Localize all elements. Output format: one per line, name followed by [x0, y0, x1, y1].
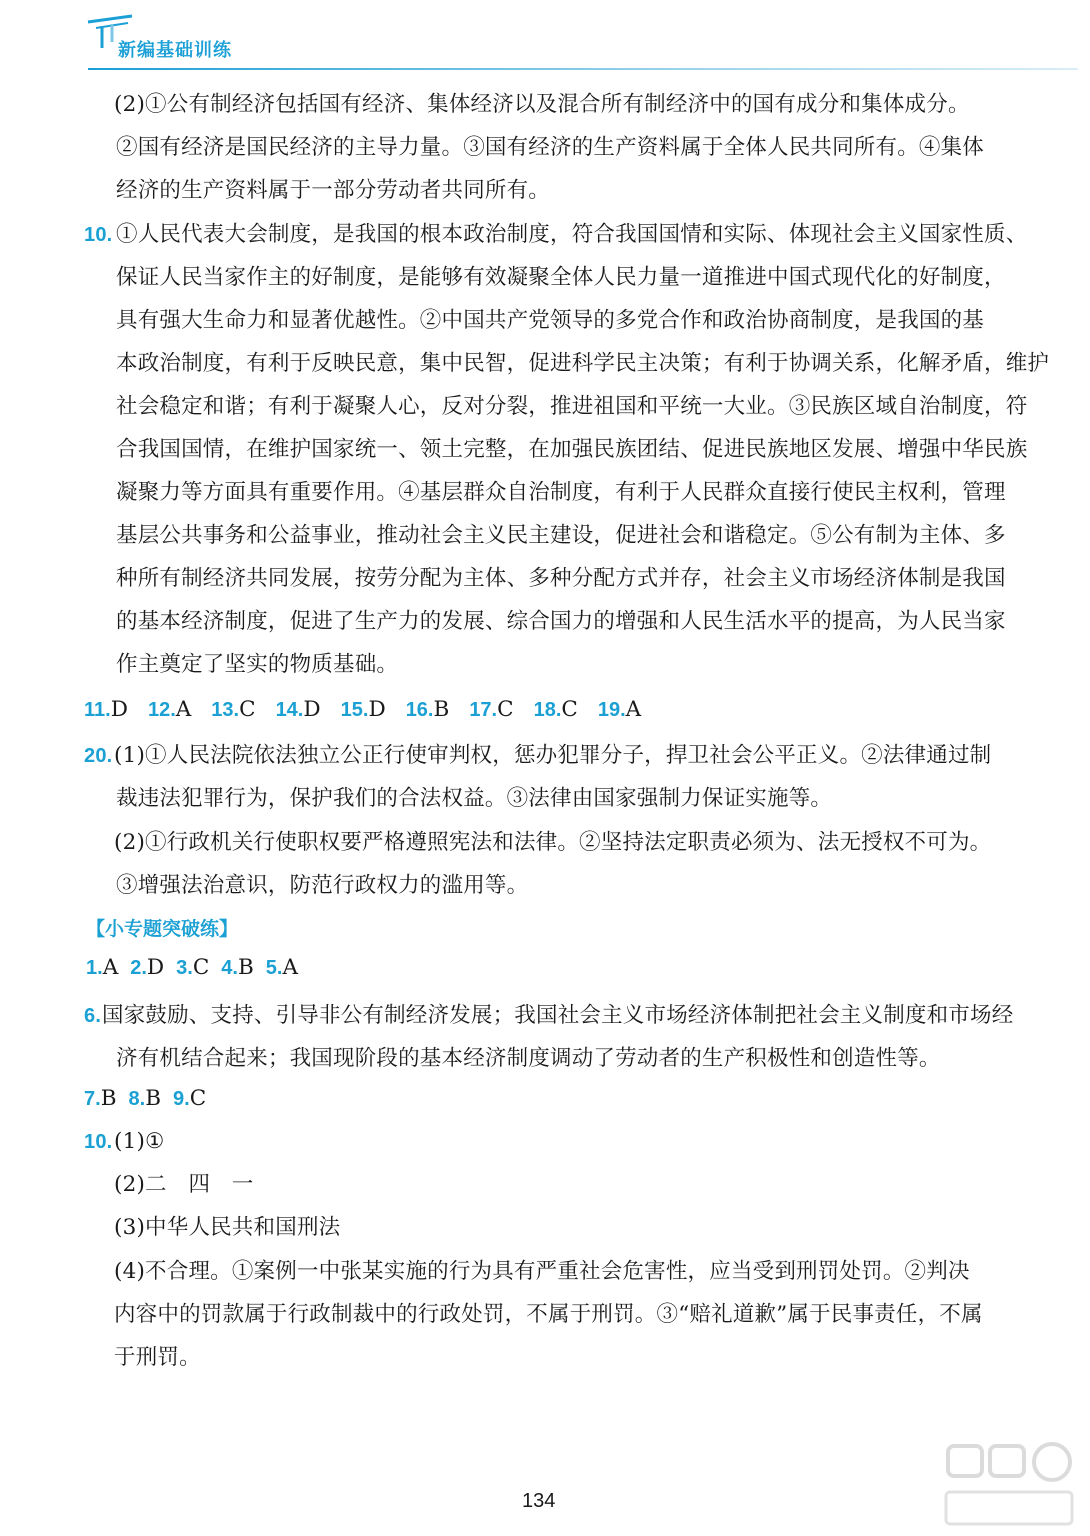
q10-line: 作主奠定了坚实的物质基础。 — [116, 652, 399, 677]
q10-line: 具有强大生命力和显著优越性。②中国共产党领导的多党合作和政治协商制度，是我国的基 — [116, 308, 985, 333]
q10b-line: (3)中华人民共和国刑法 — [114, 1215, 341, 1240]
q10-line: 凝聚力等方面具有重要作用。④基层群众自治制度，有利于人民群众直接行使民主权利，管理 — [116, 480, 1006, 505]
mc-answer: 3.C — [176, 955, 210, 980]
mc-answer: 18.C — [533, 697, 578, 722]
q10-line: 的基本经济制度，促进了生产力的发展、综合国力的增强和人民生活水平的提高，为人民当家 — [116, 609, 1006, 634]
mc-answer: 12.A — [147, 697, 192, 722]
mc-answer: 7.B — [84, 1086, 117, 1111]
q10-line: 本政治制度，有利于反映民意，集中民智，促进科学民主决策；有利于协调关系，化解矛盾，维护 — [116, 351, 1050, 376]
section-title: 【小专题突破练】 — [86, 918, 239, 940]
mc-answer: 1.A — [86, 955, 119, 980]
mc-answer: 13.C — [211, 697, 256, 722]
q10b-line: 内容中的罚款属于行政制裁中的行政处罚，不属于刑罚。③“赔礼道歉”属于民事责任，不属 — [114, 1302, 983, 1327]
mc-answers-1-5 — [86, 953, 310, 983]
q10b-line: 于刑罚。 — [114, 1345, 201, 1370]
q6-line: 济有机结合起来；我国现阶段的基本经济制度调动了劳动者的生产积极性和创造性等。 — [116, 1046, 941, 1071]
q20-line: 裁违法犯罪行为，保护我们的合法权益。③法律由国家强制力保证实施等。 — [116, 786, 833, 811]
q10b-line: (4)不合理。①案例一中张某实施的行为具有严重社会危害性，应当受到刑罚处罚。②判决 — [114, 1259, 970, 1284]
mc-answer: 2.D — [130, 955, 165, 980]
q10-line: 基层公共事务和公益事业，推动社会主义民主建设，促进社会和谐稳定。⑤公有制为主体、多 — [116, 523, 1006, 548]
q9-2-line-2: ②国有经济是国民经济的主导力量。③国有经济的生产资料属于全体人民共同所有。④集体 — [116, 135, 985, 160]
q9-2-line-3: 经济的生产资料属于一部分劳动者共同所有。 — [116, 178, 551, 203]
mc-answer: 16.B — [405, 697, 450, 722]
q10b-line: (2)二 四 一 — [114, 1172, 254, 1197]
page-number: 134 — [522, 1490, 556, 1512]
mc-answers-7-9 — [84, 1084, 218, 1114]
mc-answer: 8.B — [128, 1086, 161, 1111]
q9-2-line-1: (2)①公有制经济包括国有经济、集体经济以及混合所有制经济中的国有成分和集体成分。 — [114, 92, 970, 117]
mc-answer: 15.D — [340, 697, 386, 722]
q10b-line: (1)① — [114, 1129, 165, 1154]
mc-answer: 14.D — [275, 697, 321, 722]
q20-line: (1)①人民法院依法独立公正行使审判权，惩办犯罪分子，捍卫社会公平正义。②法律通过制 — [114, 743, 992, 768]
page-header — [0, 0, 1090, 78]
brand-title: 新编基础训练 — [118, 40, 232, 61]
q6-line: 国家鼓励、支持、引导非公有制经济发展；我国社会主义市场经济体制把社会主义制度和市场经 — [102, 1003, 1014, 1028]
mc-answer: 19.A — [597, 697, 642, 722]
watermark-logo — [940, 1440, 1080, 1532]
q10-line: ①人民代表大会制度，是我国的根本政治制度，符合我国国情和实际、体现社会主义国家性质、 — [116, 222, 1028, 247]
mc-answer: 4.B — [221, 955, 254, 980]
q20-number: 20. — [84, 745, 113, 767]
q20-line: ③增强法治意识，防范行政权力的滥用等。 — [116, 873, 529, 898]
q10-line: 合我国国情，在维护国家统一、领土完整，在加强民族团结、促进民族地区发展、增强中华民族 — [116, 437, 1028, 462]
mc-answers-11-19 — [84, 695, 661, 725]
mc-answer: 17.C — [469, 697, 514, 722]
q10-line: 社会稳定和谐；有利于凝聚人心，反对分裂，推进祖国和平统一大业。③民族区域自治制度，符 — [116, 394, 1028, 419]
q10-line: 种所有制经济共同发展，按劳分配为主体、多种分配方式并存，社会主义市场经济体制是我国 — [116, 566, 1006, 591]
q6-number: 6. — [84, 1005, 102, 1027]
mc-answer: 5.A — [265, 955, 299, 980]
q20-line: (2)①行政机关行使职权要严格遵照宪法和法律。②坚持法定职责必须为、法无授权不可为。 — [114, 830, 992, 855]
q10-number: 10. — [84, 224, 113, 246]
mc-answer: 11.D — [84, 697, 128, 722]
q10-line: 保证人民当家作主的好制度，是能够有效凝聚全体人民力量一道推进中国式现代化的好制度， — [116, 265, 1006, 290]
q10b-number: 10. — [84, 1131, 113, 1153]
mc-answer: 9.C — [173, 1086, 207, 1111]
header-divider — [88, 68, 1078, 70]
